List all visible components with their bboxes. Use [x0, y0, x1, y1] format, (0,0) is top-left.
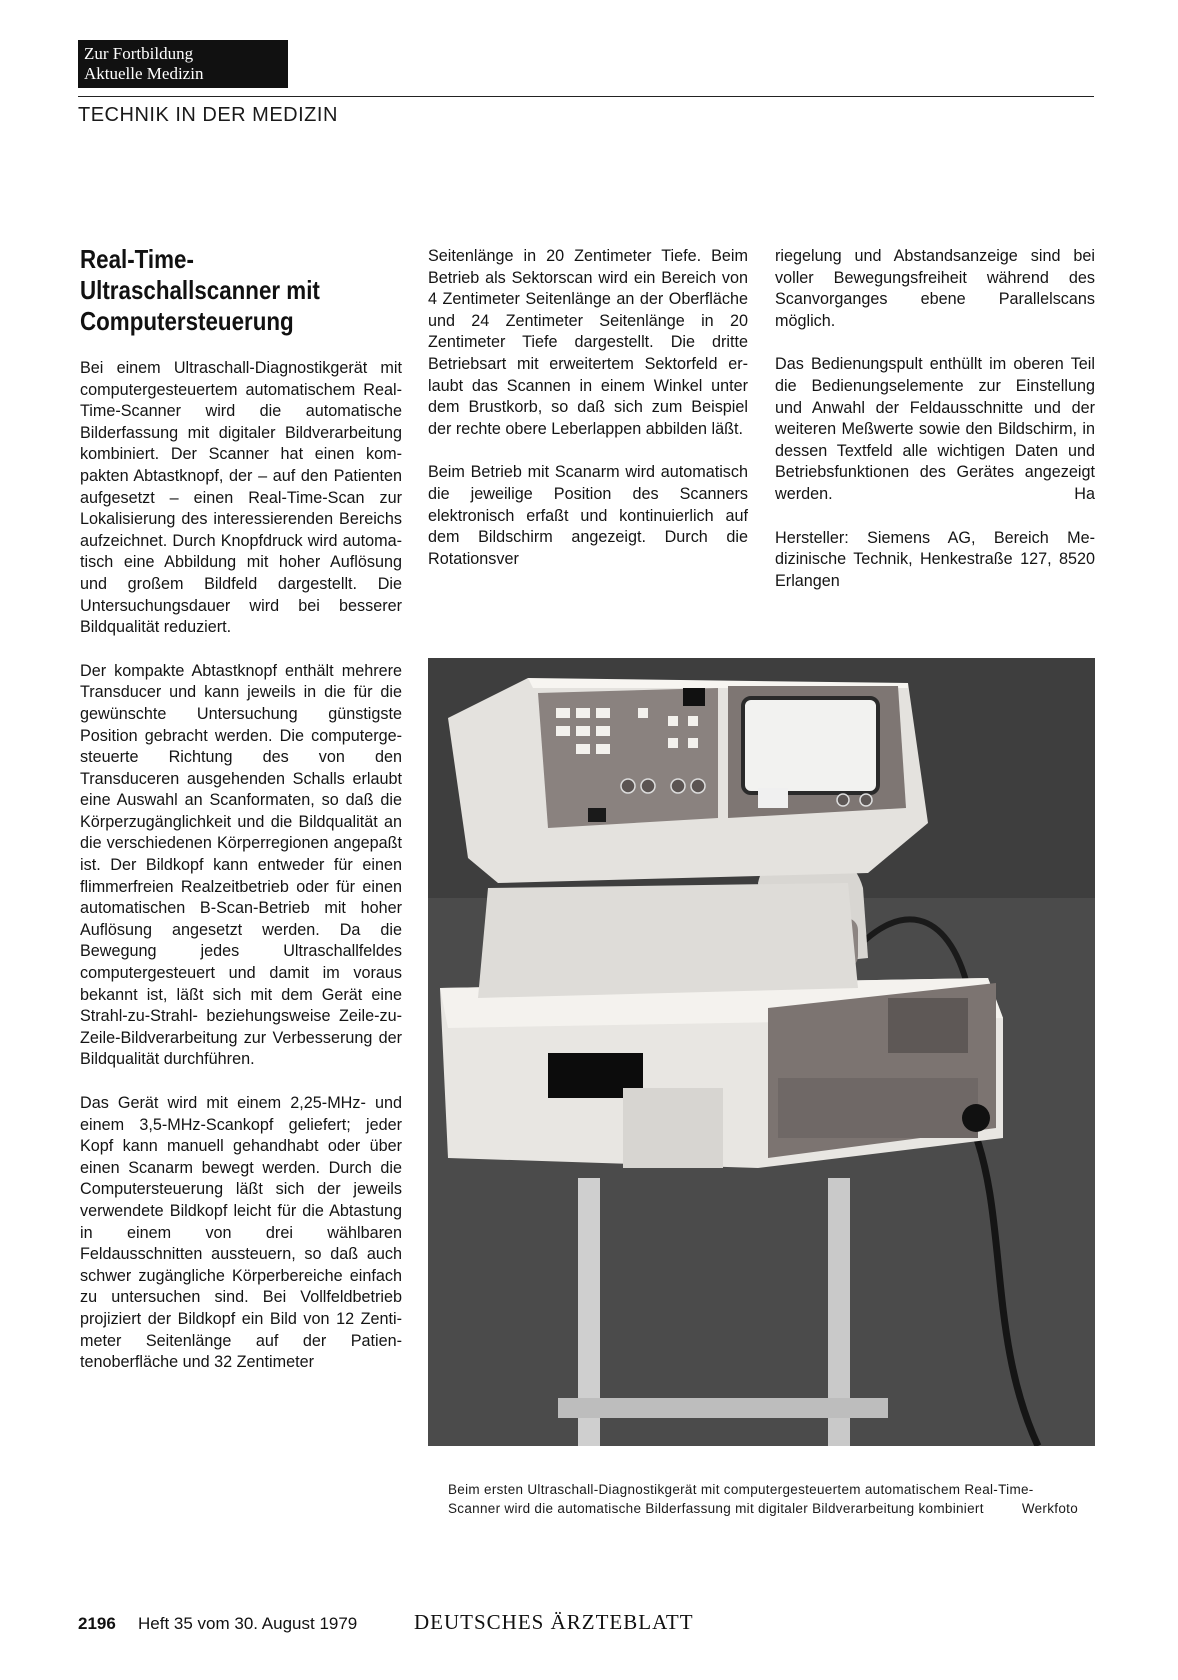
paragraph: Hersteller: Siemens AG, Bereich Medizinische Technik, Henkestraße 127, 8520 Erlangen — [775, 528, 1095, 590]
header-rule — [78, 96, 1094, 97]
photo-credit: Werkfoto — [1021, 1501, 1078, 1516]
text-column-1 — [80, 358, 402, 1396]
article-headline: Real-Time- Ultraschallscanner mit Computersteuerung — [80, 244, 320, 336]
paragraph: riegelung und Abstandsanzeige sind bei voller Bewegungsfreiheit während des Scanvorganges ebene Parallelscans möglich. — [775, 247, 1095, 330]
paragraph: Bei einem Ultraschall-Diagnostikgerät mit computergesteuertem automatischem Real-Time-Scanner wird die automatische Bilderfassung mit digitaler Bildverarbeitung kombiniert. Der Scanner hat einen kompakten Abtastknopf, der – auf den Patienten aufgesetzt – einen Real-Time-Scan zur Lokalisierung des interessierenden Bereichs aufzeichnet. Durch Knopfdruck wird automatisch eine Abbildung mit hoher Auflösung und großem Bildfeld dargestellt. Die Untersuchungsdauer wird bei besserer Bildqualität reduziert. — [80, 359, 402, 637]
page-number: 2196 — [78, 1614, 116, 1633]
paragraph: Seitenlänge in 20 Zentimeter Tiefe. Beim Betrieb als Sektorscan wird ein Bereich von 4 Zentimeter Seitenlänge an der Oberfläche und 24 Zentimeter Seitenlänge in 20 Zentimeter Tiefe dargestellt. Die dritte Betriebsart mit erweitertem Sektorfeld erlaubt das Scannen in einem Winkel unter dem Brustkorb, so daß sich zum Beispiel der rechte obere Leberlappen abbilden läßt. — [428, 247, 748, 438]
text-column-3 — [775, 246, 1095, 614]
author-signature: Ha — [1074, 484, 1095, 503]
text-column-2 — [428, 246, 748, 592]
device-photo — [428, 658, 1095, 1446]
caption-text: Beim ersten Ultraschall-Diagnostikgerät mit computergesteuertem automatischem Real-Time-Scanner wird die automatische Bilderfassung mit digitaler Bildverarbeitung kombiniert — [448, 1482, 1034, 1516]
paragraph: Beim Betrieb mit Scanarm wird automatisch die jeweilige Position des Scanners elektronisch erfaßt und kontinuierlich auf dem Bildschirm angezeigt. Durch die Rotationsver — [428, 463, 748, 568]
section-title: TECHNIK IN DER MEDIZIN — [78, 104, 338, 126]
paragraph-text: Das Bedienungspult enthüllt im oberen Teil die Bedienungselemente zur Einstellung und Anwahl der Feldausschnitte und der weiteren Meßwerte sowie den Bildschirm, in dessen Textfeld alle wichtigen Daten und Betriebsfunktionen des Gerätes angezeigt werden. — [775, 355, 1095, 503]
paragraph: Das Gerät wird mit einem 2,25-MHz- und einem 3,5-MHz-Scankopf geliefert; jeder Kopf kann manuell gehandhabt oder über einen Scanarm bewegt werden. Durch die Computersteuerung läßt sich der jeweils verwendete Bildkopf leicht für die Abtastung in einem von drei wählbaren Feldausschnitten aussteuern, so daß auch schwer zugängliche Körperbereiche einfach zu untersuchen sind. Bei Vollfeldbetrieb projiziert der Bildkopf ein Bild von 12 Zentimeter Seitenlänge auf der Patientenoberfläche und 32 Zentimeter — [80, 1094, 402, 1372]
badge-line-2: Aktuelle Medizin — [84, 64, 204, 83]
journal-name: DEUTSCHES ÄRZTEBLATT — [414, 1610, 694, 1634]
issue-info: Heft 35 vom 30. August 1979 — [138, 1614, 358, 1633]
ultrasound-device-illustration — [428, 658, 1095, 1446]
paragraph: Der kompakte Abtastknopf enthält mehrere Transducer und kann jeweils in die für die gewünschte Untersuchung günstigste Position gebracht werden. Die computergesteuerte Richtung des von den Transduceren ausgehenden Schalls erlaubt eine Auswahl an Scanformaten, so daß die Körperzugänglichkeit und die Bildqualität an die verschiedenen Körperregionen angepaßt ist. Der Bildkopf kann entweder für einen flimmerfreien Realzeitbetrieb oder für einen automatischen B-Scan-Betrieb mit hoher Auflösung angesetzt werden. Da die Bewegung jedes Ultraschallfeldes computergesteuert und damit im voraus bekannt ist, läßt sich mit dem Gerät eine Strahl-zu-Strahl- beziehungsweise Zeile-zu-Zeile-Bildverarbeitung zur Verbesserung der Bildqualität durchführen. — [80, 661, 402, 1069]
section-badge — [78, 40, 288, 88]
photo-caption — [448, 1480, 1078, 1518]
badge-line-1: Zur Fortbildung — [84, 44, 194, 63]
paragraph — [775, 354, 1095, 505]
